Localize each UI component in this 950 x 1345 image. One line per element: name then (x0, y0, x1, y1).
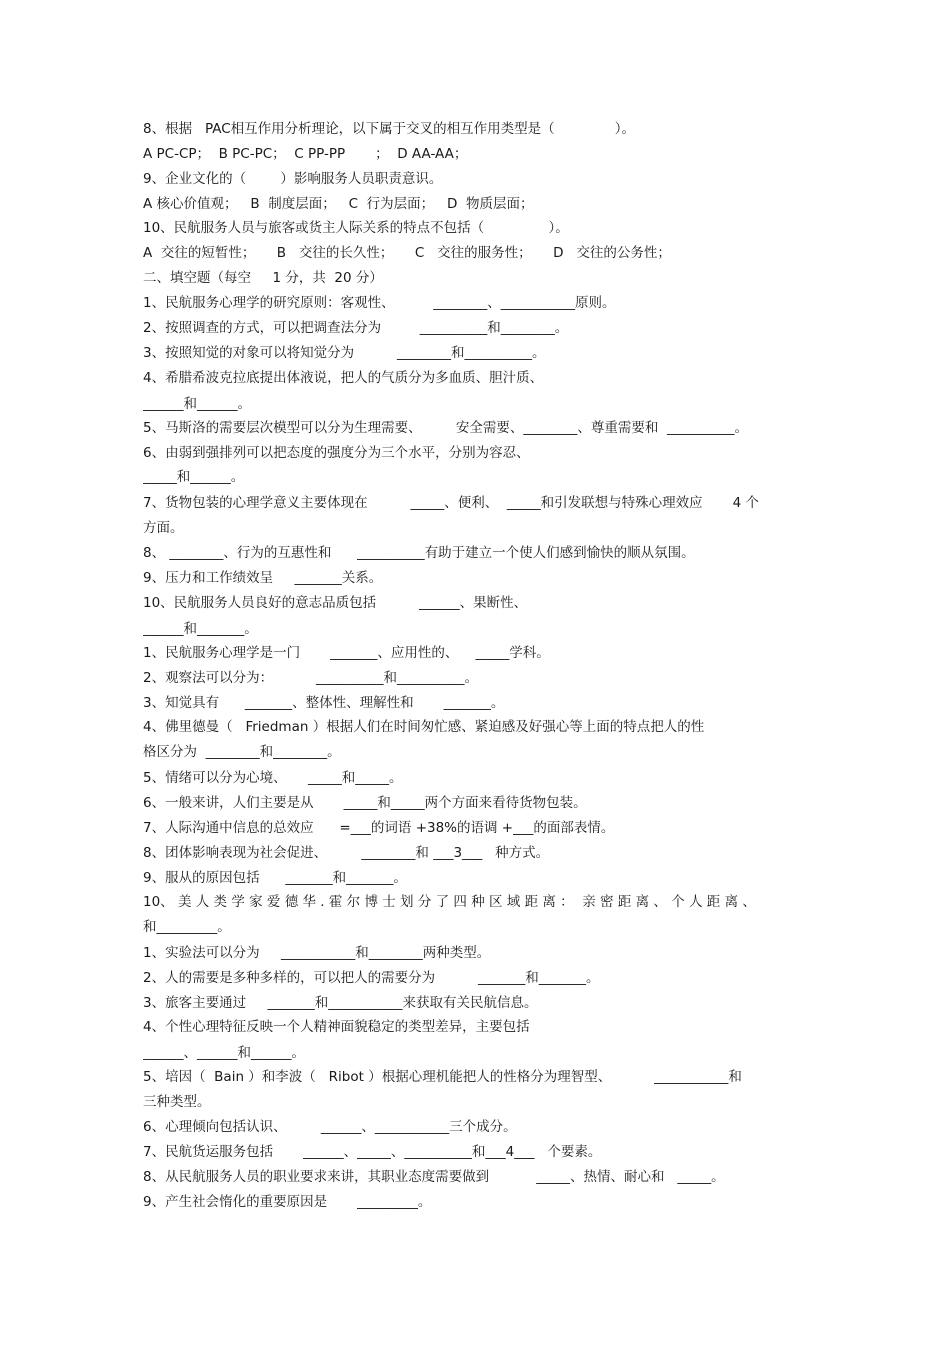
text-line-fb-b4: 4、佛里德曼（ Friedman ）根据人们在时间匆忙感、紧迫感及好强心等上面的特点把人的性 (143, 719, 705, 735)
text-line-fb-b1: 1、民航服务心理学是一门 _______、应用性的、 _____学科。 (143, 645, 550, 661)
text-line-fb-b10-cont: 和_________。 (143, 919, 231, 935)
text-line-fb-a6-cont: _____和______。 (143, 469, 245, 485)
text-line-fb-c5: 5、培因（ Bain ）和李波（ Ribot ）根据心理机能把人的性格分为理智型、 ___________和 (143, 1069, 742, 1085)
text-line-mc8: 8、根据 PAC相互作用分析理论，以下属于交叉的相互作用类型是（ ）。 (143, 121, 635, 137)
text-line-fb-c2: 2、人的需要是多种多样的，可以把人的需要分为 _______和_______。 (143, 970, 600, 986)
text-line-fb-c6: 6、心理倾向包括认识、 ______、___________三个成分。 (143, 1119, 517, 1135)
text-line-fb-a5: 5、马斯洛的需要层次模型可以分为生理需要、 安全需要、________、尊重需要和 __________。 (143, 420, 749, 436)
text-line-fb-c7: 7、民航货运服务包括 ______、_____、__________和___4___ 个要素。 (143, 1144, 602, 1160)
text-line-fb-b5: 5、情绪可以分为心境、 _____和_____。 (143, 770, 403, 786)
text-line-fb-b8: 8、团体影响表现为社会促进、 ________和 ___3___ 种方式。 (143, 845, 550, 861)
text-line-fb-b4-cont: 格区分为 ________和________。 (143, 744, 341, 760)
text-line-fb-b7: 7、人际沟通中信息的总效应 =___的词语 +38%的语调 +___的面部表情。 (143, 820, 615, 836)
text-line-fb-a10: 10、民航服务人员良好的意志品质包括 ______、果断性、 (143, 595, 528, 611)
text-line-fb-a6: 6、由弱到强排列可以把态度的强度分为三个水平，分别为容忍、 (143, 445, 530, 461)
text-line-mc10: 10、民航服务人员与旅客或货主人际关系的特点不包括（ ）。 (143, 220, 569, 236)
text-line-mc9: 9、企业文化的（ ）影响服务人员职责意识。 (143, 171, 443, 187)
text-line-fb-b10: 10、 美 人 类 学 家 爱 德 华 . 霍 尔 博 士 划 分 了 四 种 区 域 距 离 ： 亲 密 距 离 、 个 人 距 离 、 (143, 894, 756, 910)
text-line-fb-c3: 3、旅客主要通过 _______和___________来获取有关民航信息。 (143, 995, 538, 1011)
text-line-fb-a2: 2、按照调查的方式，可以把调查法分为 __________和________。 (143, 320, 569, 336)
text-line-mc8-options: A PC-CP； B PC-PC； C PP-PP ； D AA-AA； (143, 146, 468, 162)
text-line-fb-a1: 1、民航服务心理学的研究原则：客观性、 ________、___________原则。 (143, 295, 616, 311)
text-line-fb-b3: 3、知觉具有 _______、整体性、理解性和 _______。 (143, 695, 505, 711)
text-line-fb-b9: 9、服从的原因包括 _______和_______。 (143, 870, 407, 886)
text-line-mc9-options: A 核心价值观； B 制度层面； C 行为层面； D 物质层面； (143, 196, 534, 212)
text-line-fb-a7: 7、货物包装的心理学意义主要体现在 _____、便利、 _____和引发联想与特殊心理效应 4 个 (143, 495, 760, 511)
text-line-fb-a10-cont: ______和_______。 (143, 621, 258, 637)
text-line-fb-b6: 6、一般来讲，人们主要是从 _____和_____两个方面来看待货物包装。 (143, 795, 587, 811)
text-line-fb-c4-cont: ______、______和______。 (143, 1045, 305, 1061)
text-line-fb-c8: 8、从民航服务人员的职业要求来讲，其职业态度需要做到 _____、热情、耐心和 _____。 (143, 1169, 725, 1185)
text-line-fb-a9: 9、压力和工作绩效呈 _______关系。 (143, 570, 383, 586)
text-line-fb-a4-cont: ______和______。 (143, 396, 251, 412)
text-line-fb-c1: 1、实验法可以分为 ___________和________两种类型。 (143, 945, 491, 961)
text-line-fb-c9: 9、产生社会惰化的重要原因是 _________。 (143, 1194, 432, 1210)
text-line-mc10-options: A 交往的短暂性； B 交往的长久性； C 交往的服务性； D 交往的公务性； (143, 245, 671, 261)
text-line-fb-c4: 4、个性心理特征反映一个人精神面貌稳定的类型差异，主要包括 (143, 1019, 530, 1035)
text-line-fb-a8: 8、 ________、行为的互惠性和 __________有助于建立一个使人们感到愉快的顺从氛围。 (143, 545, 695, 561)
text-line-fb-a4: 4、希腊希波克拉底提出体液说，把人的气质分为多血质、胆汁质、 (143, 370, 544, 386)
text-line-fb-b2: 2、观察法可以分为： __________和__________。 (143, 670, 479, 686)
text-line-fb-c5-cont: 三种类型。 (143, 1094, 211, 1110)
text-line-fb-a3: 3、按照知觉的对象可以将知觉分为 ________和__________。 (143, 345, 546, 361)
text-line-fb-a7-cont: 方面。 (143, 520, 184, 536)
section-heading-fill-blank: 二、填空题（每空 1 分，共 20 分） (143, 270, 383, 286)
